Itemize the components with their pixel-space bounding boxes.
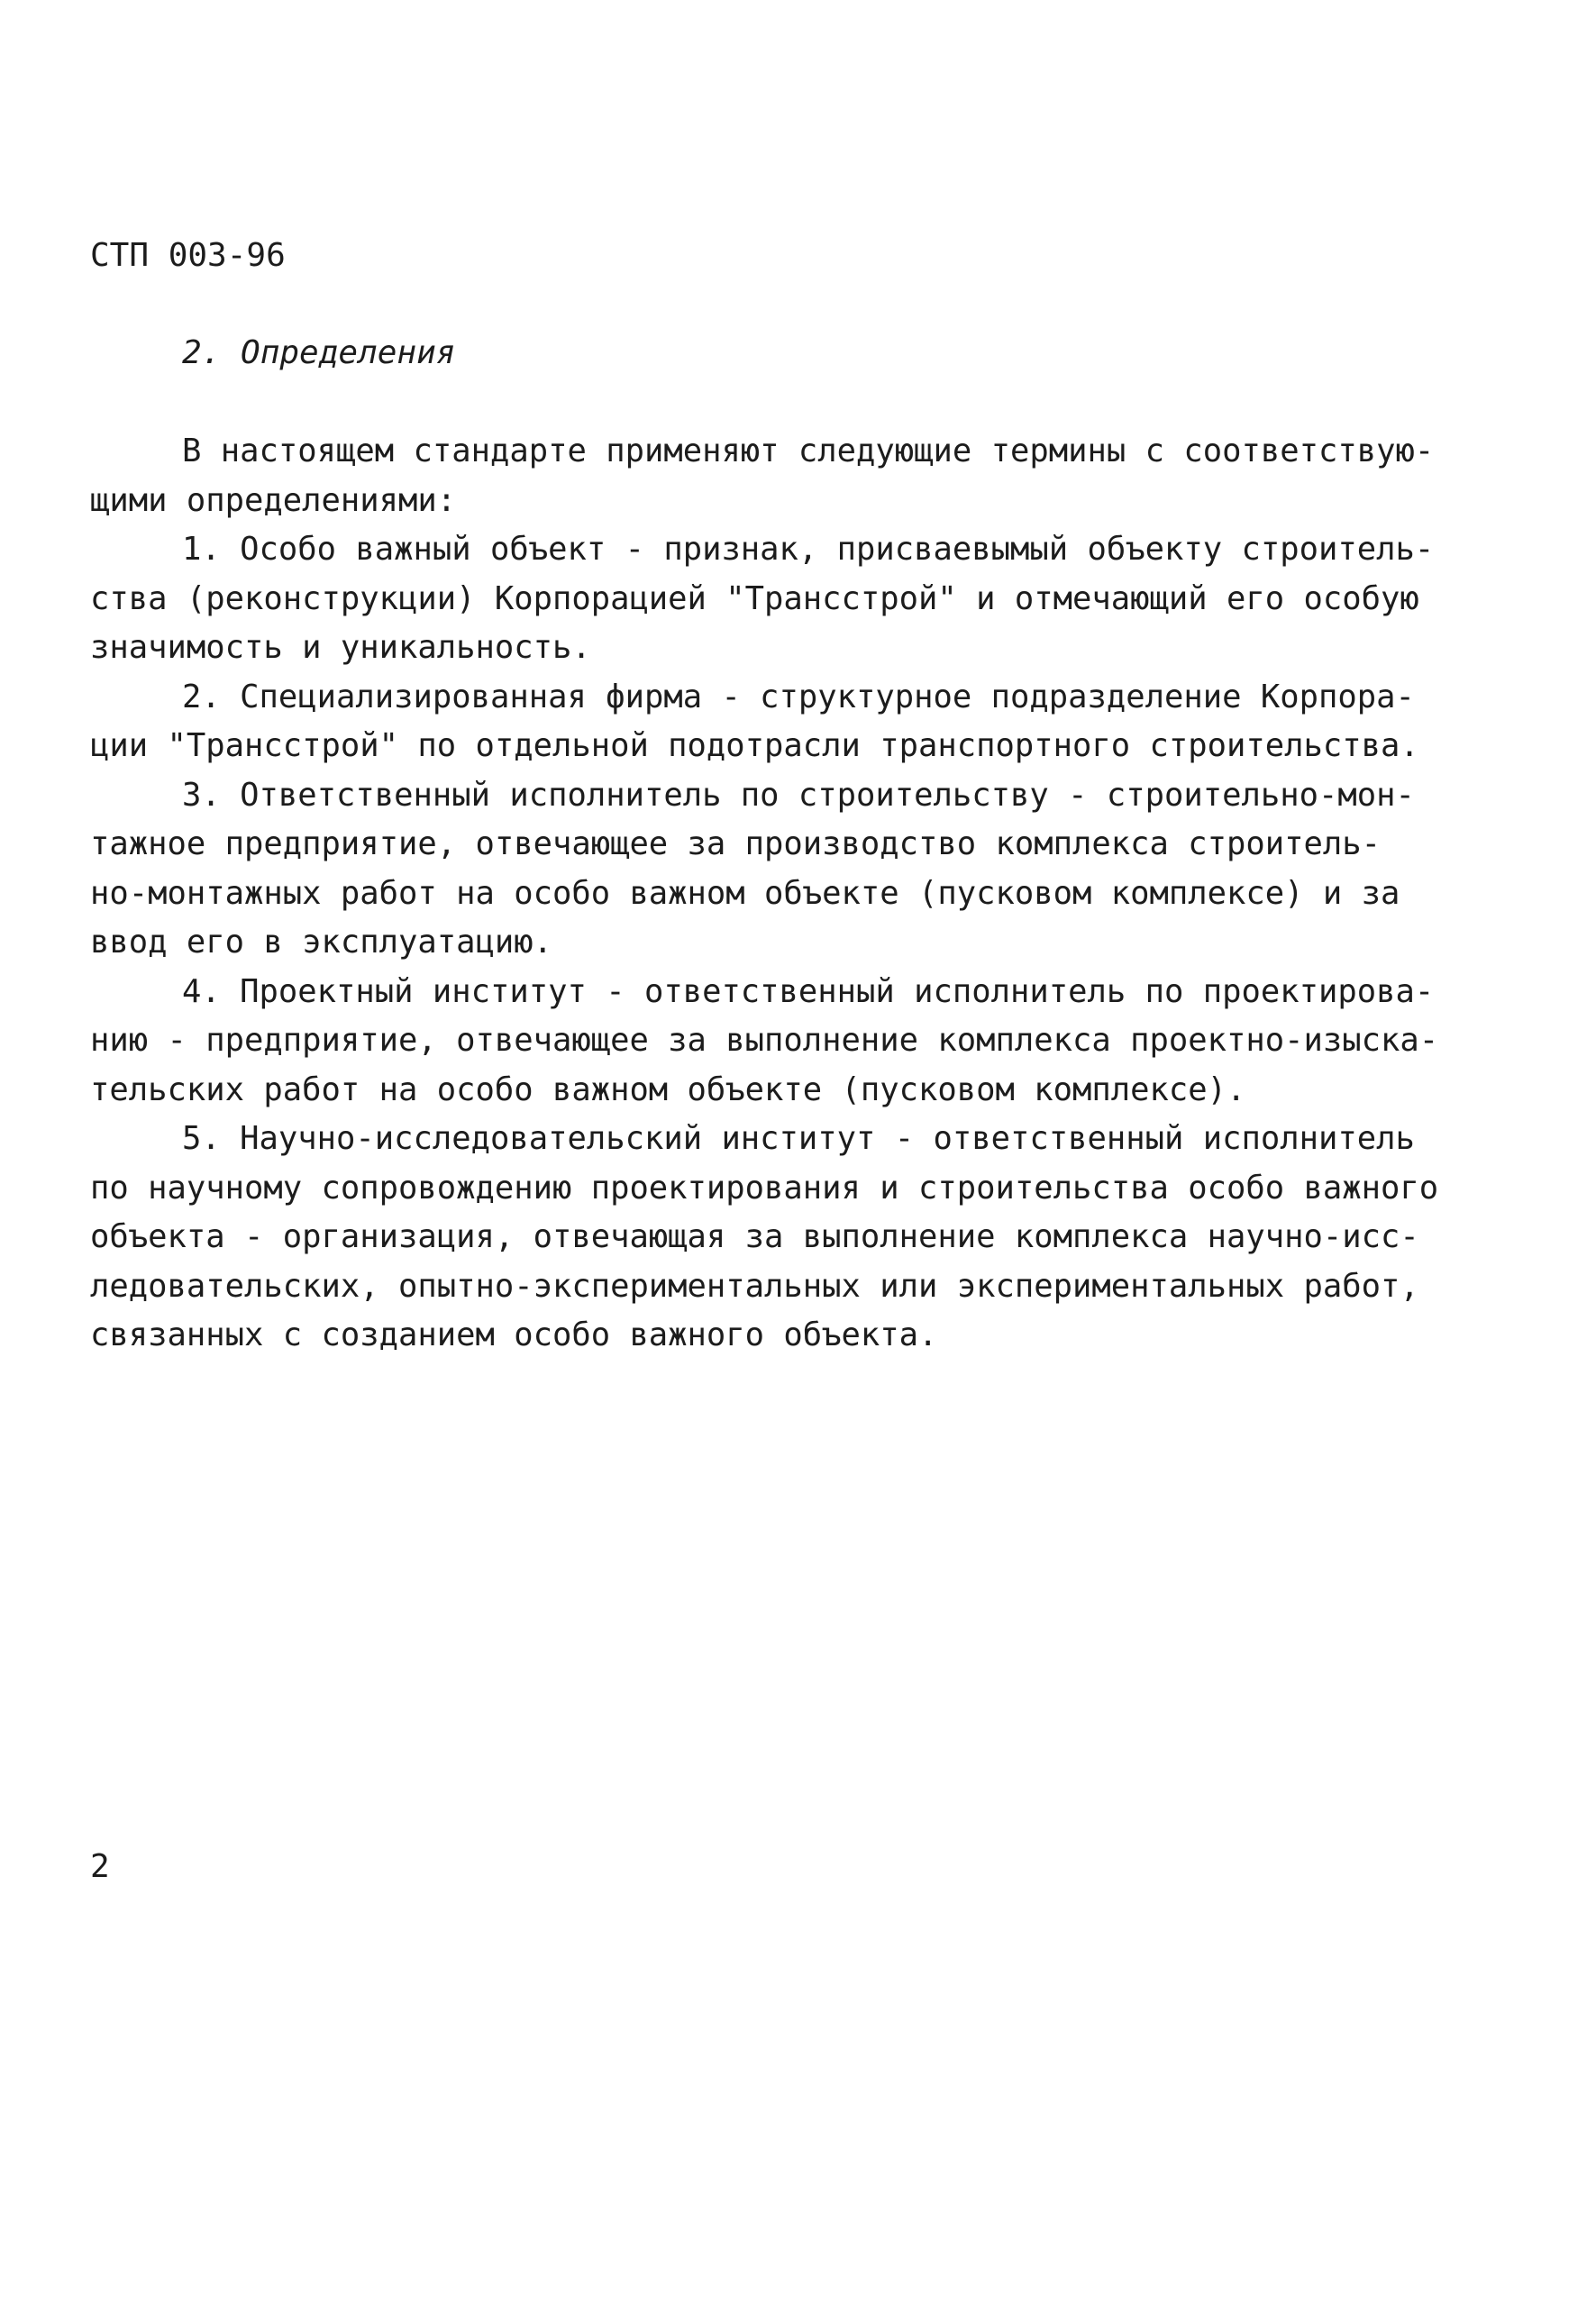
text-line: 2. Специализированная фирма - структурное подразделение Корпора- (182, 678, 1415, 715)
text-line: связанных с созданием особо важного объекта. (90, 1316, 938, 1353)
text-line: ства (реконструкции) Корпорацией "Трансстрой" и отмечающий его особую (90, 579, 1419, 617)
definition-3 (90, 771, 1442, 968)
section-title: 2. Определения (182, 334, 456, 371)
intro-paragraph (90, 427, 1442, 525)
text-line: ввод его в эксплуатацию. (90, 924, 552, 961)
text-line: ледовательских, опытно-экспериментальных или экспериментальных работ, (90, 1267, 1419, 1305)
definition-2 (90, 673, 1442, 771)
text-line: В настоящем стандарте применяют следующие термины с соответствую- (182, 433, 1435, 469)
page-number: 2 (90, 1848, 110, 1885)
text-line: ции "Трансстрой" по отдельной подотрасли транспортного строительства. (90, 727, 1419, 764)
text-line: значимость и уникальность. (90, 629, 591, 666)
text-line: 3. Ответственный исполнитель по строительству - строительно-мон- (182, 776, 1415, 814)
text-line: объекта - организация, отвечающая за выполнение комплекса научно-исс- (90, 1218, 1419, 1255)
definition-1 (90, 525, 1442, 673)
text-line: 1. Особо важный объект - признак, присваевымый объекту строитель- (182, 531, 1435, 568)
body-text (90, 427, 1442, 1361)
text-line: нию - предприятие, отвечающее за выполнение комплекса проектно-изыска- (90, 1022, 1439, 1059)
text-line: 4. Проектный институт - ответственный исполнитель по проектирова- (182, 972, 1435, 1010)
text-line: но-монтажных работ на особо важном объекте (пусковом комплексе) и за (90, 874, 1400, 912)
definition-5 (90, 1115, 1442, 1361)
text-line: тельских работ на особо важном объекте (пусковом комплексе). (90, 1070, 1246, 1108)
text-line: тажное предприятие, отвечающее за производство комплекса строитель- (90, 825, 1381, 862)
definition-4 (90, 968, 1442, 1116)
text-line: 5. Научно-исследовательский институт - ответственный исполнитель (182, 1120, 1415, 1157)
document-code: СТП 003-96 (90, 237, 286, 274)
text-line: по научному сопровождению проектирования и строительства особо важного (90, 1169, 1439, 1207)
text-line: щими определениями: (90, 481, 457, 519)
